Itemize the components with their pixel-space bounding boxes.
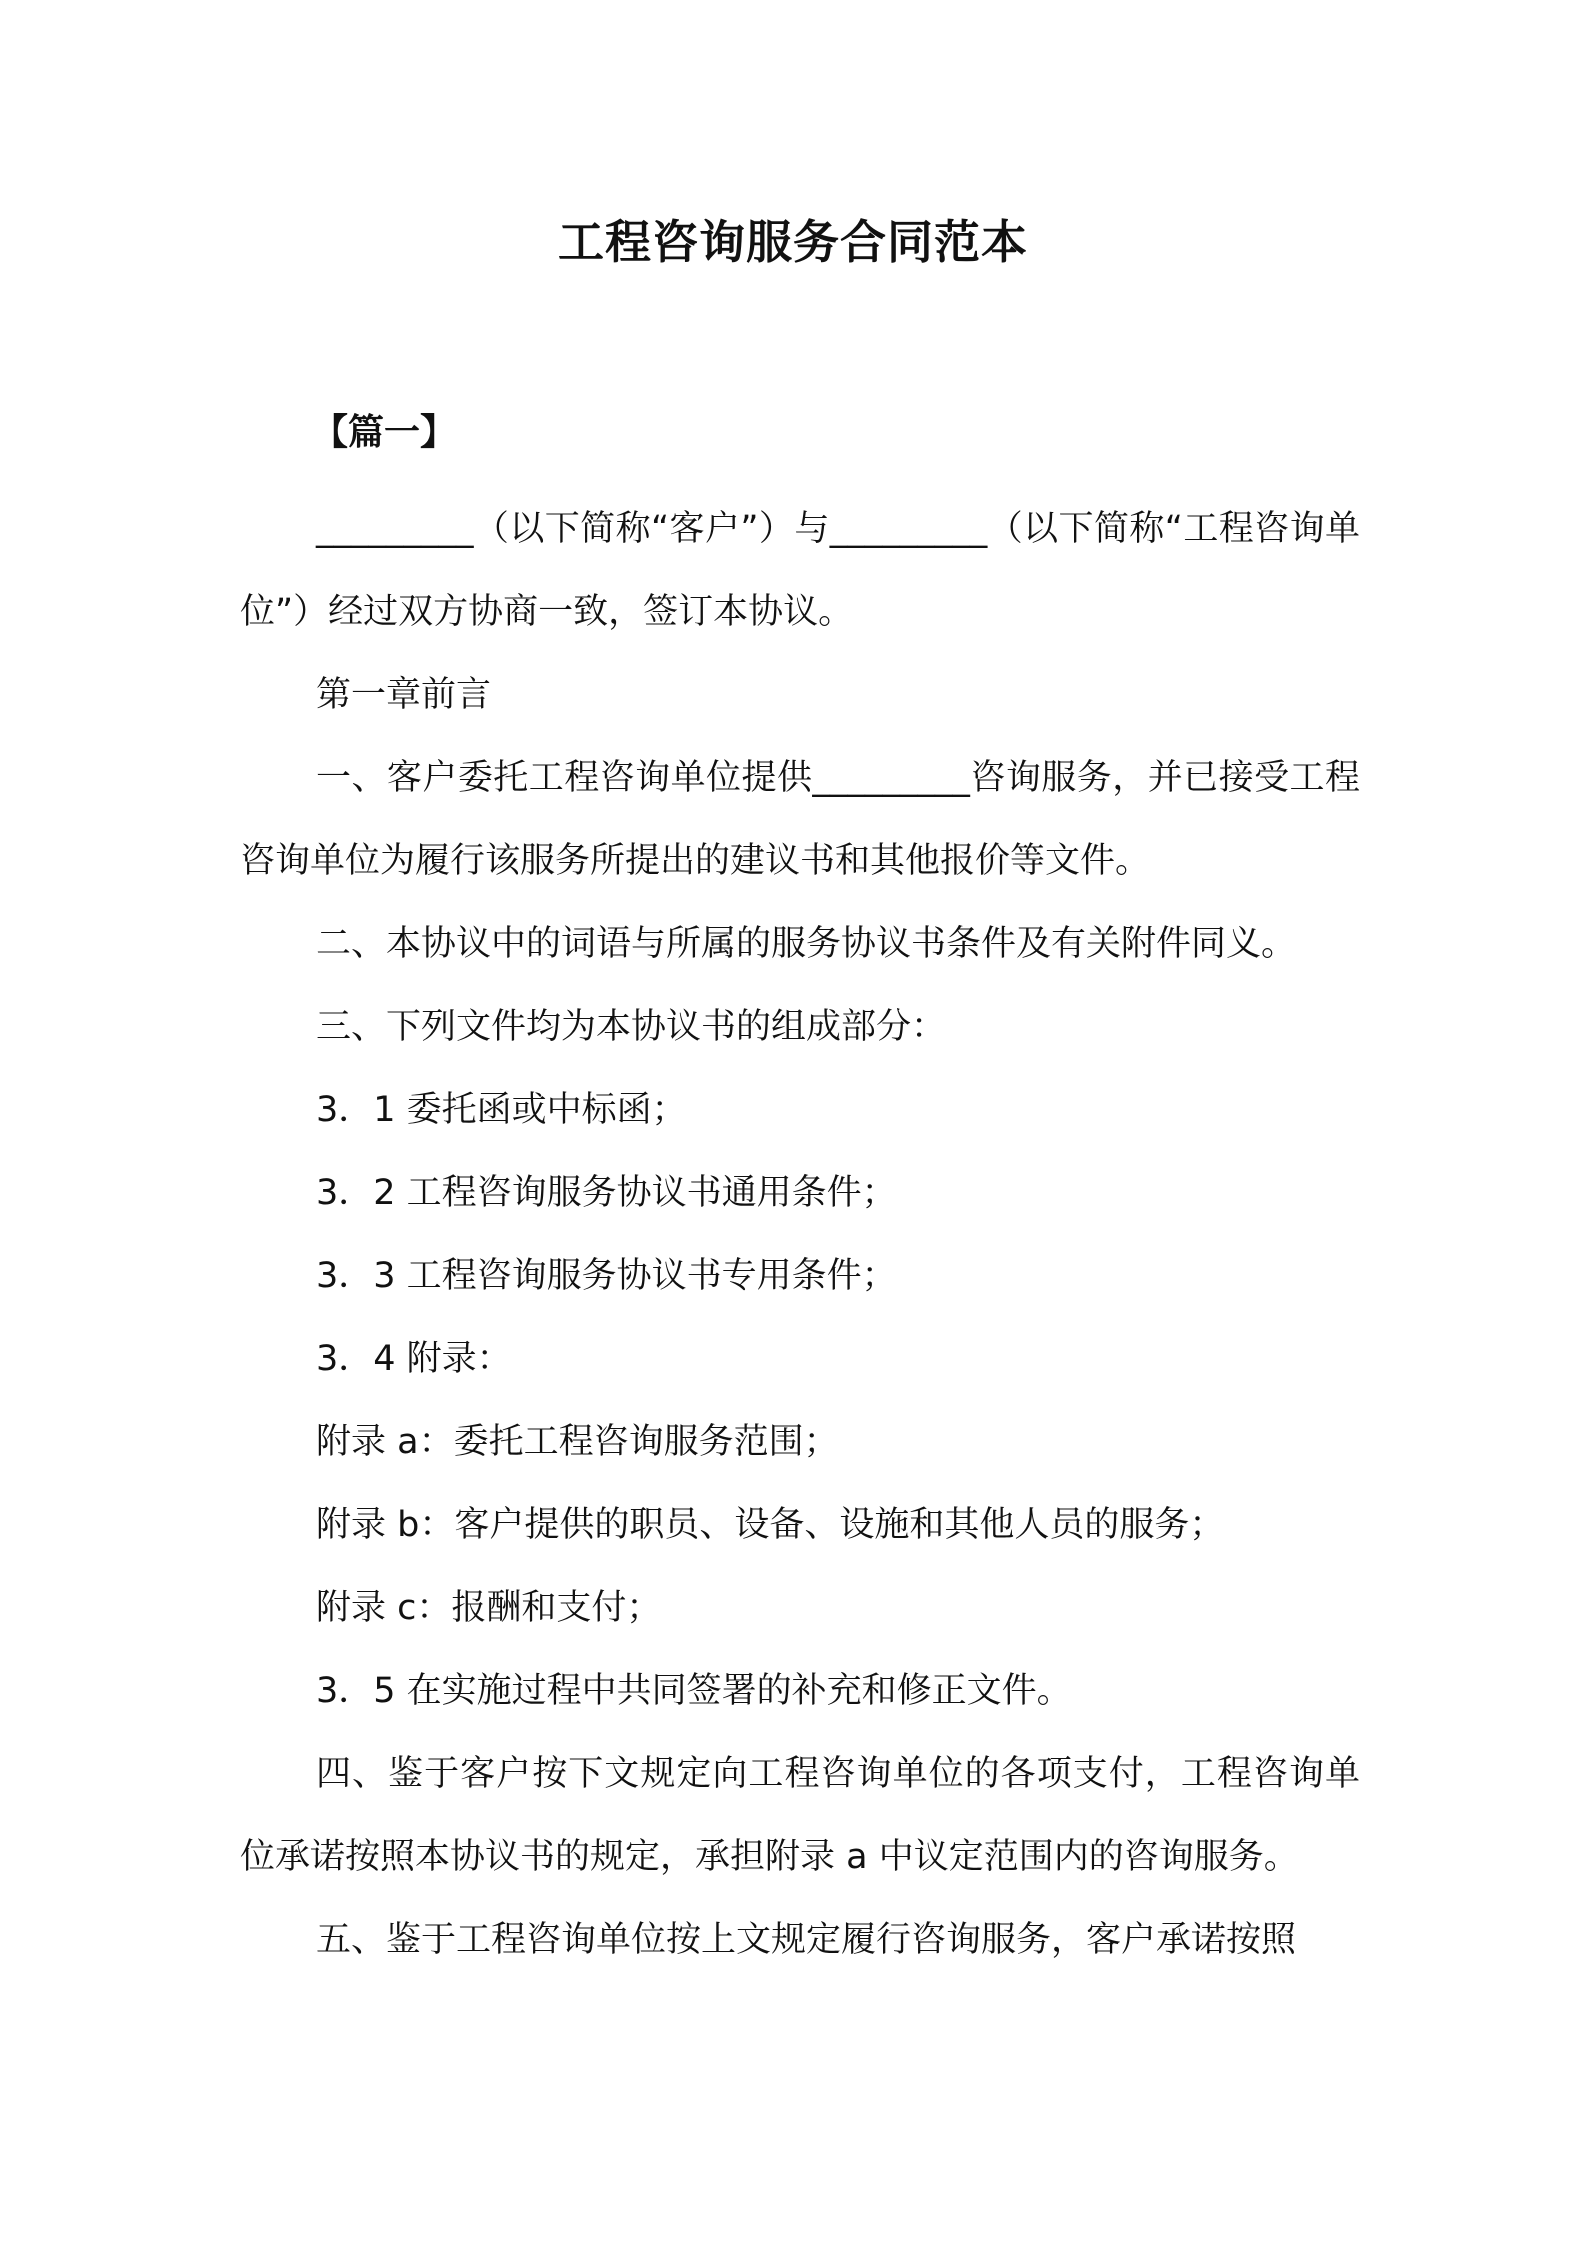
paragraph-clause-2: 二、本协议中的词语与所属的服务协议书条件及有关附件同义。 (316, 924, 1297, 964)
section-tag: 【篇一】 (312, 412, 457, 453)
document-title: 工程咨询服务合同范本 (558, 215, 1028, 269)
appendix-b: 附录 b：客户提供的职员、设备、设施和其他人员的服务； (316, 1505, 1225, 1545)
appendix-a: 附录 a：委托工程咨询服务范围； (316, 1422, 839, 1462)
paragraph-clause-4: 四、鉴于客户按下文规定向工程咨询单位的各项支付，工程咨询单位承诺按照本协议书的规定，承担附录 a 中议定范围内的咨询服务。 (240, 1754, 1360, 1877)
appendix-c: 附录 c：报酬和支付； (316, 1588, 662, 1628)
list-item-3-5: 3．5 在实施过程中共同签署的补充和修正文件。 (316, 1671, 1072, 1711)
list-item-3-4: 3．4 附录： (316, 1339, 512, 1379)
paragraph-clause-3: 三、下列文件均为本协议书的组成部分： (316, 1007, 947, 1047)
paragraph-clause-5: 五、鉴于工程咨询单位按上文规定履行咨询服务，客户承诺按照 (316, 1920, 1297, 1960)
chapter-heading: 第一章前言 (316, 675, 492, 715)
paragraph-clause-1: 一、客户委托工程咨询单位提供_________咨询服务，并已接受工程咨询单位为履行该服务所提出的建议书和其他报价等文件。 (240, 758, 1360, 881)
document-body (240, 488, 1360, 1982)
paragraph-parties: _________（以下简称“客户”）与_________（以下简称“工程咨询单位”）经过双方协商一致，签订本协议。 (240, 509, 1360, 632)
list-item-3-3: 3．3 工程咨询服务协议书专用条件； (316, 1256, 897, 1296)
list-item-3-2: 3．2 工程咨询服务协议书通用条件； (316, 1173, 897, 1213)
list-item-3-1: 3．1 委托函或中标函； (316, 1090, 687, 1130)
